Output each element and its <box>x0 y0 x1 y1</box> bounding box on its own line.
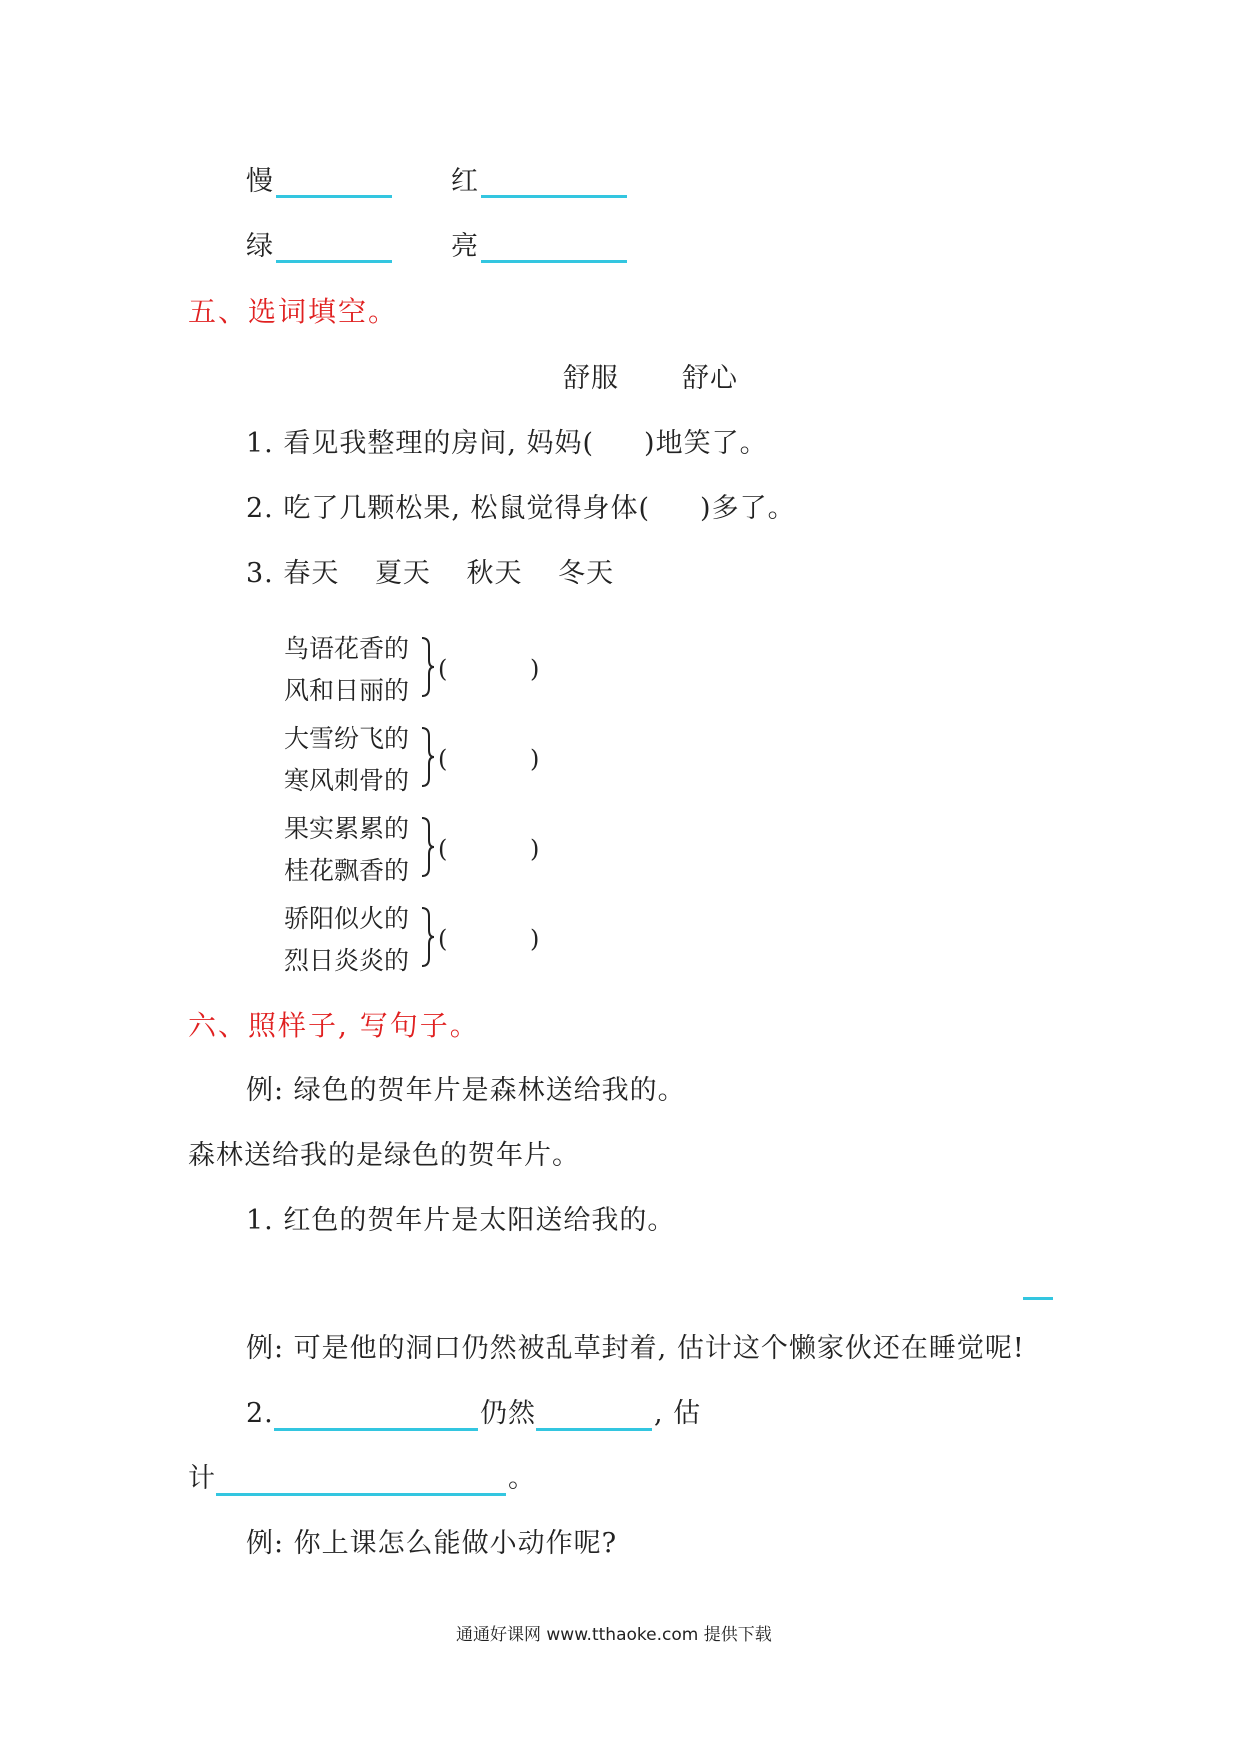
phrase: 果实累累的 <box>284 814 410 843</box>
question-2-before: 2. 吃了几颗松果, 松鼠觉得身体( <box>246 493 651 524</box>
paren-close: ) <box>530 655 540 683</box>
section6-heading: 六、照样子, 写句子。 <box>188 1009 480 1042</box>
word-bright: 亮 <box>451 231 479 262</box>
answer-blank[interactable] <box>536 1428 652 1431</box>
question-6-2-line2-end: 。 <box>508 1463 536 1494</box>
example-2: 例: 可是他的洞口仍然被乱草封着, 估计这个懒家伙还在睡觉呢! <box>246 1333 1025 1364</box>
paren-close: ) <box>530 745 540 773</box>
phrase-group-3 <box>284 814 584 889</box>
answer-blank[interactable] <box>274 1428 478 1431</box>
paren-open: ( <box>438 655 448 683</box>
answer-blank[interactable] <box>216 1493 506 1496</box>
phrase-group-2 <box>284 724 584 799</box>
phrase-group-1 <box>284 634 584 709</box>
example-1: 例: 绿色的贺年片是森林送给我的。 <box>246 1075 686 1106</box>
season-word: 夏天 <box>374 558 431 589</box>
phrase-group-4 <box>284 904 584 979</box>
phrase: 寒风刺骨的 <box>284 766 410 795</box>
question-2 <box>246 492 796 526</box>
question-6-2-end: , 估 <box>654 1398 702 1429</box>
season-word: 冬天 <box>558 558 615 589</box>
question-2-after: )多了。 <box>700 493 796 524</box>
section5-heading: 五、选词填空。 <box>188 295 399 328</box>
phrase: 桂花飘香的 <box>284 856 410 885</box>
phrase: 骄阳似火的 <box>284 904 410 933</box>
answer-blank[interactable] <box>481 260 627 263</box>
word-green: 绿 <box>246 231 274 262</box>
question-6-1: 1. 红色的贺年片是太阳送给我的。 <box>246 1205 676 1236</box>
question-3 <box>246 557 614 591</box>
question-1-before: 1. 看见我整理的房间, 妈妈( <box>246 428 595 459</box>
paren-open: ( <box>438 745 448 773</box>
brace-icon <box>420 906 436 968</box>
answer-blank[interactable] <box>1023 1297 1053 1300</box>
word-slow: 慢 <box>246 166 274 197</box>
option-word-2: 舒心 <box>682 363 738 394</box>
word-red: 红 <box>451 166 479 197</box>
question-3-label: 3. 春天 <box>246 558 340 589</box>
brace-icon <box>420 636 436 698</box>
footer-watermark: 通通好课网 www.tthaoke.com 提供下载 <box>456 1625 772 1645</box>
question-6-2-mid: 仍然 <box>480 1398 536 1429</box>
brace-icon <box>420 726 436 788</box>
phrase: 大雪纷飞的 <box>284 724 410 753</box>
phrase: 烈日炎炎的 <box>284 946 410 975</box>
option-word-1: 舒服 <box>563 363 619 394</box>
paren-close: ) <box>530 835 540 863</box>
question-6-2-num: 2. <box>246 1398 274 1429</box>
question-1 <box>246 427 768 461</box>
answer-blank[interactable] <box>276 260 392 263</box>
example-1-answer: 森林送给我的是绿色的贺年片。 <box>188 1140 580 1171</box>
question-6-2-line2-start: 计 <box>188 1463 216 1494</box>
season-word: 秋天 <box>466 558 523 589</box>
paren-open: ( <box>438 835 448 863</box>
paren-open: ( <box>438 925 448 953</box>
answer-blank[interactable] <box>481 195 627 198</box>
phrase: 风和日丽的 <box>284 676 410 705</box>
answer-blank[interactable] <box>276 195 392 198</box>
phrase: 鸟语花香的 <box>284 634 410 663</box>
brace-icon <box>420 816 436 878</box>
example-3: 例: 你上课怎么能做小动作呢? <box>246 1528 618 1559</box>
question-1-after: )地笑了。 <box>644 428 768 459</box>
paren-close: ) <box>530 925 540 953</box>
